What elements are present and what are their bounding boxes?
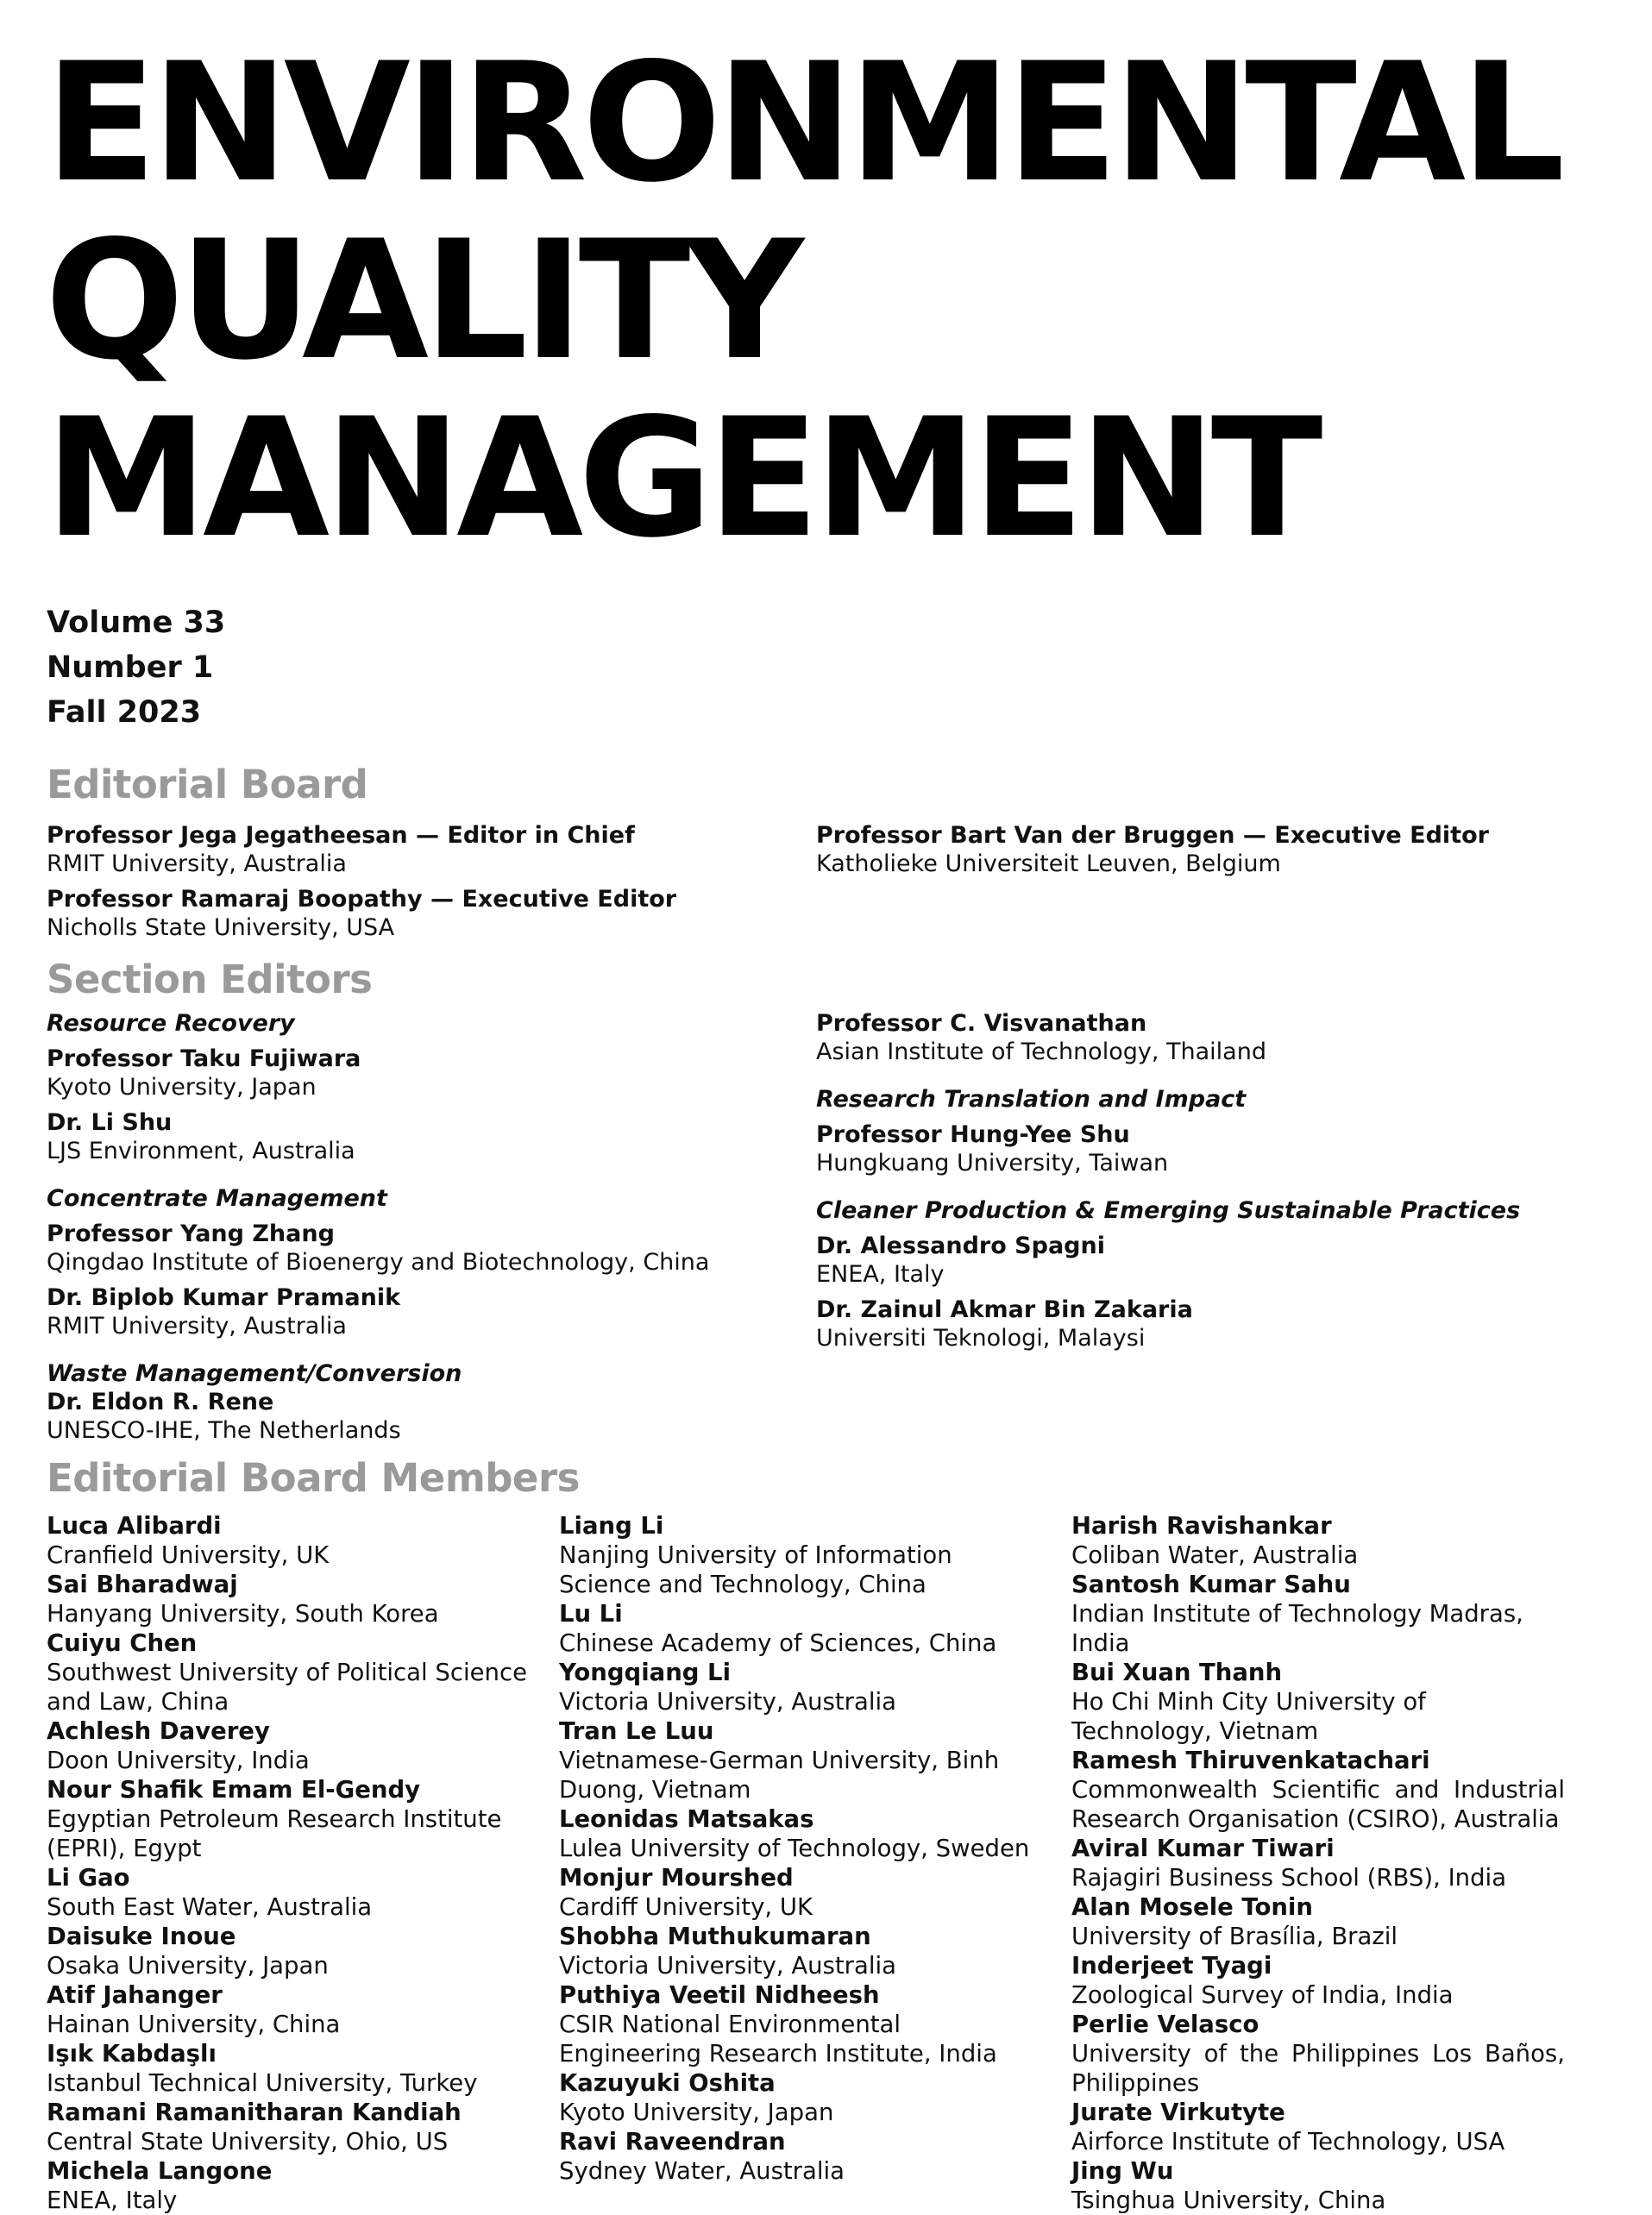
person-name: Dr. Li Shu bbox=[47, 1109, 173, 1136]
person-name: Professor Ramaraj Boopathy bbox=[47, 886, 423, 913]
person-role: — Executive Editor bbox=[1234, 822, 1489, 849]
person-affiliation: RMIT University, Australia bbox=[47, 1313, 347, 1340]
member-affiliation: Rajagiri Business School (RBS), India bbox=[1071, 1864, 1507, 1892]
member-affiliation: Tsinghua University, China bbox=[1071, 2187, 1386, 2214]
member-affiliation: Victoria University, Australia bbox=[559, 1688, 896, 1716]
member-affiliation: Osaka University, Japan bbox=[47, 1952, 329, 1980]
member-affiliation: Airforce Institute of Technology, USA bbox=[1071, 2128, 1505, 2155]
members-column-1 bbox=[47, 1511, 530, 2215]
member-affiliation: Cardiff University, UK bbox=[559, 1893, 813, 1921]
member-name: Monjur Mourshed bbox=[559, 1864, 794, 1892]
member-name: Cuiyu Chen bbox=[47, 1629, 198, 1657]
board-entry bbox=[47, 885, 806, 942]
member-affiliation: CSIR National Environmental Engineering Research Institute, India bbox=[559, 2011, 997, 2068]
member-name: Ramesh Thiruvenkatachari bbox=[1071, 1747, 1430, 1774]
person-name: Professor Taku Fujiwara bbox=[47, 1045, 361, 1072]
board-entry-name-line bbox=[47, 885, 806, 913]
section-editors-heading: Section Editors bbox=[47, 957, 373, 1002]
member-affiliation: Egyptian Petroleum Research Institute (EPRI), Egypt bbox=[47, 1805, 502, 1862]
member-affiliation: Cranfield University, UK bbox=[47, 1541, 330, 1569]
volume: Volume 33 bbox=[47, 606, 226, 640]
editorial-board-right bbox=[816, 821, 1627, 878]
member-name: Leonidas Matsakas bbox=[559, 1805, 814, 1833]
member-affiliation: Zoological Survey of India, India bbox=[1071, 1981, 1454, 2009]
member-name: Luca Alibardi bbox=[47, 1512, 222, 1540]
member-name: Inderjeet Tyagi bbox=[1071, 1952, 1272, 1980]
section-editors-right bbox=[816, 1009, 1627, 1352]
member-affiliation: University of Brasília, Brazil bbox=[1071, 1923, 1398, 1950]
person-name: Professor Bart Van der Bruggen bbox=[816, 822, 1235, 849]
member-affiliation: Sydney Water, Australia bbox=[559, 2157, 845, 2185]
member-affiliation: Istanbul Technical University, Turkey bbox=[47, 2069, 478, 2097]
person-affiliation: Kyoto University, Japan bbox=[47, 1074, 317, 1101]
person-name: Dr. Alessandro Spagni bbox=[816, 1233, 1105, 1259]
member-name: Shobha Muthukumaran bbox=[559, 1923, 871, 1950]
member-name: Yongqiang Li bbox=[559, 1659, 731, 1686]
title-line-1: ENVIRONMENTAL bbox=[45, 28, 1561, 218]
person-name: Professor Jega Jegatheesan bbox=[47, 822, 408, 849]
member-affiliation: Central State University, Ohio, US bbox=[47, 2128, 449, 2155]
member-name: Santosh Kumar Sahu bbox=[1071, 1571, 1351, 1598]
member-affiliation: Hainan University, China bbox=[47, 2011, 341, 2038]
member-name: Liang Li bbox=[559, 1512, 664, 1540]
board-entry-name-line bbox=[47, 821, 806, 850]
editorial-board-heading: Editorial Board bbox=[47, 762, 368, 807]
member-affiliation: Ho Chi Minh City University of Technology, Vietnam bbox=[1071, 1688, 1426, 1745]
member-affiliation: Lulea University of Technology, Sweden bbox=[559, 1835, 1030, 1862]
section-category: Waste Management/Conversion bbox=[47, 1360, 462, 1387]
member-name: Lu Li bbox=[559, 1600, 623, 1628]
member-name: Bui Xuan Thanh bbox=[1071, 1659, 1283, 1686]
member-affiliation: Indian Institute of Technology Madras, India bbox=[1071, 1600, 1523, 1657]
section-category: Research Translation and Impact bbox=[816, 1086, 1247, 1113]
person-name: Dr. Eldon R. Rene bbox=[47, 1389, 274, 1415]
member-name: Jurate Virkutyte bbox=[1071, 2099, 1285, 2126]
member-name: Achlesh Daverey bbox=[47, 1717, 270, 1745]
journal-title bbox=[45, 28, 1561, 574]
member-name: Puthiya Veetil Nidheesh bbox=[559, 1981, 880, 2009]
section-editors-left bbox=[47, 1009, 806, 1445]
person-name: Professor Yang Zhang bbox=[47, 1220, 335, 1247]
person-affiliation: Universiti Teknologi, Malaysi bbox=[816, 1325, 1146, 1352]
member-affiliation: Nanjing University of Information Science and Technology, China bbox=[559, 1541, 952, 1598]
member-name: Li Gao bbox=[47, 1864, 130, 1892]
member-affiliation: Vietnamese-German University, Binh Duong, Vietnam bbox=[559, 1747, 1000, 1804]
member-name: Kazuyuki Oshita bbox=[559, 2069, 776, 2097]
member-name: Michela Langone bbox=[47, 2157, 273, 2185]
person-affiliation: Katholieke Universiteit Leuven, Belgium bbox=[816, 850, 1281, 877]
member-name: Ramani Ramanitharan Kandiah bbox=[47, 2099, 462, 2126]
issue-number: Number 1 bbox=[47, 650, 214, 685]
board-entry-name-line bbox=[816, 821, 1627, 850]
members-heading: Editorial Board Members bbox=[47, 1455, 580, 1501]
person-affiliation: Hungkuang University, Taiwan bbox=[816, 1150, 1169, 1177]
season: Fall 2023 bbox=[47, 695, 202, 730]
person-affiliation: Qingdao Institute of Bioenergy and Biotechnology, China bbox=[47, 1249, 710, 1276]
members-column-3 bbox=[1071, 1511, 1565, 2215]
person-role: — Executive Editor bbox=[422, 886, 677, 913]
member-name: Tran Le Luu bbox=[559, 1717, 714, 1745]
board-entry bbox=[816, 821, 1627, 878]
person-affiliation: ENEA, Italy bbox=[816, 1261, 945, 1288]
person-name: Professor Hung-Yee Shu bbox=[816, 1121, 1130, 1148]
member-name: Aviral Kumar Tiwari bbox=[1071, 1835, 1335, 1862]
member-name: Sai Bharadwaj bbox=[47, 1571, 238, 1598]
title-line-2: QUALITY bbox=[45, 205, 799, 396]
member-affiliation: Chinese Academy of Sciences, China bbox=[559, 1629, 997, 1657]
member-name: Ravi Raveendran bbox=[559, 2128, 786, 2155]
member-affiliation: ENEA, Italy bbox=[47, 2187, 178, 2214]
person-affiliation: Asian Institute of Technology, Thailand bbox=[816, 1038, 1266, 1065]
section-category: Cleaner Production & Emerging Sustainable Practices bbox=[816, 1197, 1521, 1224]
member-name: Nour Shafik Emam El-Gendy bbox=[47, 1776, 421, 1804]
member-affiliation: University of the Philippines Los Baños, Philippines bbox=[1071, 2040, 1565, 2097]
member-name: Daisuke Inoue bbox=[47, 1923, 236, 1950]
section-category: Concentrate Management bbox=[47, 1185, 387, 1212]
section-category: Resource Recovery bbox=[47, 1010, 295, 1037]
member-name: Işık Kabdaşlı bbox=[47, 2040, 217, 2068]
person-affiliation: UNESCO-IHE, The Netherlands bbox=[47, 1417, 401, 1444]
person-name: Dr. Zainul Akmar Bin Zakaria bbox=[816, 1296, 1193, 1323]
member-affiliation: Victoria University, Australia bbox=[559, 1952, 896, 1980]
person-affiliation: LJS Environment, Australia bbox=[47, 1138, 355, 1164]
editorial-board-left bbox=[47, 821, 806, 942]
member-name: Harish Ravishankar bbox=[1071, 1512, 1332, 1540]
members-column-2 bbox=[559, 1511, 1042, 2186]
member-affiliation: South East Water, Australia bbox=[47, 1893, 373, 1921]
member-affiliation: Doon University, India bbox=[47, 1747, 310, 1774]
person-role: — Editor in Chief bbox=[407, 822, 635, 849]
member-name: Perlie Velasco bbox=[1071, 2011, 1259, 2038]
member-name: Jing Wu bbox=[1071, 2157, 1174, 2185]
person-affiliation: RMIT University, Australia bbox=[47, 850, 347, 877]
member-affiliation: Southwest University of Political Science and Law, China bbox=[47, 1659, 527, 1716]
title-line-3: MANAGEMENT bbox=[45, 383, 1318, 574]
member-name: Atif Jahanger bbox=[47, 1981, 223, 2009]
member-affiliation: Kyoto University, Japan bbox=[559, 2099, 834, 2126]
member-affiliation: Coliban Water, Australia bbox=[1071, 1541, 1359, 1569]
person-name: Dr. Biplob Kumar Pramanik bbox=[47, 1284, 401, 1311]
issue-info bbox=[47, 600, 225, 735]
person-name: Professor C. Visvanathan bbox=[816, 1010, 1147, 1037]
board-entry bbox=[47, 821, 806, 878]
member-affiliation: Hanyang University, South Korea bbox=[47, 1600, 439, 1628]
member-name: Alan Mosele Tonin bbox=[1071, 1893, 1313, 1921]
member-affiliation: Commonwealth Scientific and Industrial Research Organisation (CSIRO), Australia bbox=[1071, 1776, 1565, 1833]
person-affiliation: Nicholls State University, USA bbox=[47, 914, 395, 941]
